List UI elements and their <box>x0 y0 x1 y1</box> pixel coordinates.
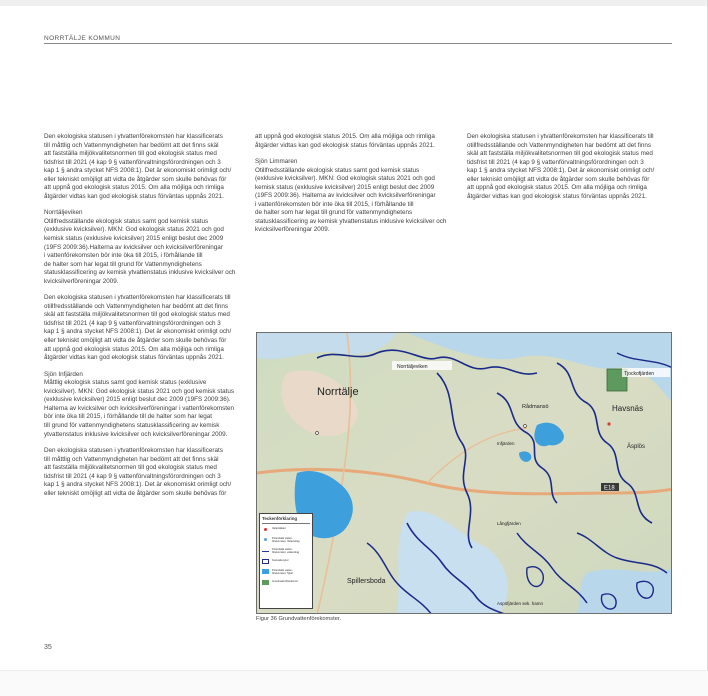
paragraph: att uppnå god ekologisk status 2015. Om alla möjliga och rimliga åtgärder vidtas kan god ekologisk status förväntas uppnås 2021. <box>255 133 435 149</box>
text-column-1 <box>44 133 244 506</box>
text-column-2 <box>255 133 455 243</box>
legend-fill-icon <box>262 580 269 585</box>
monitoring-point <box>524 425 527 428</box>
legend-label: Potentiella vatten- förekomster, Sjöar <box>272 569 294 575</box>
paragraph: Otillfredsställande ekologisk status samt god kemisk status (exklusive kvicksilver). MKN: God ekologisk status 2021 och god kemisk status (exklusive kvicksilver) 2015 enligt beslut dec 2009 (19FS 2009:36).Halterna av kvicksilver och kvicksilverföreningar i vattenförekomsten bör inte öka till 2015, i förhållande till de halter som har legat till grund för Vattenmyndighetens statusklassificering av kemisk ytvattenstatus inklusive kvicksilver och kvicksilverföreningar 2009. <box>44 217 236 285</box>
label-spillersboda: Spillersboda <box>347 578 386 585</box>
paragraph: Den ekologiska statusen i ytvattenförekomsten har klassificerats till måttlig och Vattenmyndigheten har bedömt att det finns skäl att fastställa miljökvalitetsnormen till god ekologisk status med tidsfrist till 2021 (4 kap 9 § vattenförvaltningsförordningen och 3 kap 1 § andra stycket NFS 2008:1). Det är ekonomiskt orimligt och/ eller tekniskt omöjligt att vidta de åtgärder som skulle behövas för att uppnå god ekologisk status 2015. Om alla möjliga och rimliga åtgärder vidtas kan god ekologisk status förväntas uppnås 2021. <box>44 133 232 200</box>
groundwater-map <box>256 332 672 614</box>
label-asplos: Äsplös <box>627 444 646 450</box>
section-heading: Norrtäljeviken <box>44 209 83 217</box>
bottom-edge <box>0 670 708 696</box>
monitoring-point <box>316 432 319 435</box>
legend-item <box>262 559 310 564</box>
sea-area <box>577 568 672 614</box>
label-tjockofjarden: Tjockofjärden <box>624 371 655 377</box>
text-column-3 <box>467 133 672 209</box>
legend-fill-icon <box>262 569 269 574</box>
legend-label: Vattentäkter <box>272 527 286 530</box>
label-norrtaljeviken: Norrtäljeviken <box>397 364 428 370</box>
legend-item <box>262 527 310 532</box>
paragraph: Den ekologiska statusen i ytvattenförekomsten har klassificerats till otillfredsställande och Vattenmyndigheten har bedömt att det finns skäl att fastställa miljökvalitetsnormen till god ekologisk status med tidsfrist till 2021 (4 kap 9 § vattenförvaltningsförordningen och 3 kap 1 § andra stycket NFS 2008:1). Det är ekonomiskt orimligt och/ eller tekniskt omöjligt att vidta de åtgärder som skulle behövas för att uppnå god ekologisk status 2015. Om alla möjliga och rimliga åtgärder vidtas kan god ekologisk status förväntas uppnås 2021. <box>467 133 655 200</box>
map-graphic <box>257 333 672 614</box>
legend-label: Grundvattenförekomst <box>272 580 298 583</box>
legend-item <box>262 537 310 543</box>
legend-label: Kustvattenytor <box>272 559 289 562</box>
paragraph: Den ekologiska statusen i ytvattenförekomsten har klassificerats till otillfredsställande och Vattenmyndigheten har bedömt att det finns skäl att fastställa miljökvalitetsnormen till god ekologisk status med tidsfrist till 2021 (4 kap 9 § vattenförvaltningsförordningen och 3 kap 1 § andra stycket NFS 2008:1). Det är ekonomiskt orimligt och/ eller tekniskt omöjligt att vidta de åtgärder som skulle behövas för att uppnå god ekologisk status 2015. Om alla möjliga och rimliga åtgärder vidtas kan god ekologisk status förväntas uppnås 2021. <box>44 294 232 362</box>
section-heading: Sjön Limmaren <box>255 158 298 166</box>
paragraph: Måttlig ekologisk status samt god kemisk status (exklusive kvicksilver). MKN: God ekologisk status 2021 och god kemisk status (exklusive kvicksilver) 2015 enligt beslut dec 2009 (19FS 2009:36). Halterna av kvicksilver och kvicksilverföreningar i vattenförekomsten bör inte öka till 2015, i förhållande till de halter som har legat till grund för vattenmyndighetens statusklassificering av kemisk ytvattenstatus inklusive kvicksilver och kvicksilverföreningar 2009. <box>44 379 235 438</box>
legend-dot-icon <box>262 537 269 542</box>
map-legend <box>259 513 313 609</box>
label-infjarden: Infjärden <box>497 441 515 446</box>
page-header <box>44 27 672 43</box>
legend-item <box>262 580 310 585</box>
label-langfjarden: Långfjärden <box>497 521 521 526</box>
paragraph: Otillfredsställande ekologisk status samt god kemisk status (exklusive kvicksilver). MKN: God ekologisk status 2021 och god kemisk status (exklusive kvicksilver) 2015 enligt beslut dec 2009 (19FS 2009:36). Halterna av kvicksilver och kvicksilverföreningar i vattenförekomsten bör inte öka till 2015, i förhållande till de halter som har legat till grund för vattenmyndighetens statusklassificering av kemisk ytvattenstatus inklusive kvicksilver och kvicksilverföreningar 2009. <box>255 166 447 234</box>
page-number: 35 <box>44 644 52 651</box>
header-title: NORRTÄLJE KOMMUN <box>44 35 121 42</box>
label-norrtalje: Norrtälje <box>317 386 359 398</box>
legend-line-icon <box>262 548 269 552</box>
label-bottom: Aspöfjärden sek. hamn <box>497 601 544 606</box>
water-intake-point <box>607 422 610 425</box>
paragraph: Den ekologiska statusen i ytvattenförekomsten har klassificerats till måttlig och Vattenmyndigheten har bedömt att det finns skäl att fastställa miljökvalitetsnormen till god ekologisk status med tidsfrist till 2021 (4 kap 9 § vattenförvaltningsförordningen och 3 kap 1 § andra stycket NFS 2008:1). Det är ekonomiskt orimligt och/ eller tekniskt omöjligt att vidta de åtgärder som skulle behövas för <box>44 447 232 497</box>
legend-item <box>262 569 310 575</box>
label-e18: E18 <box>604 485 615 492</box>
legend-outline-icon <box>262 559 269 564</box>
legend-label: Potentiella vatten- förekomster, Vattendrag <box>272 537 300 543</box>
legend-item <box>262 548 310 554</box>
section-heading: Sjön Infjärden <box>44 370 83 378</box>
label-radmanso: Rådmansö <box>522 404 549 410</box>
legend-dot-icon <box>262 527 269 532</box>
label-havsnas: Havsnäs <box>612 404 644 413</box>
header-rule <box>44 43 672 44</box>
legend-title: Teckenförklaring <box>262 516 310 524</box>
legend-label: Potentiella vatten- förekomster, vattendrag <box>272 548 300 554</box>
figure-caption: Figur 36 Grundvattenförekomster. <box>256 616 342 622</box>
